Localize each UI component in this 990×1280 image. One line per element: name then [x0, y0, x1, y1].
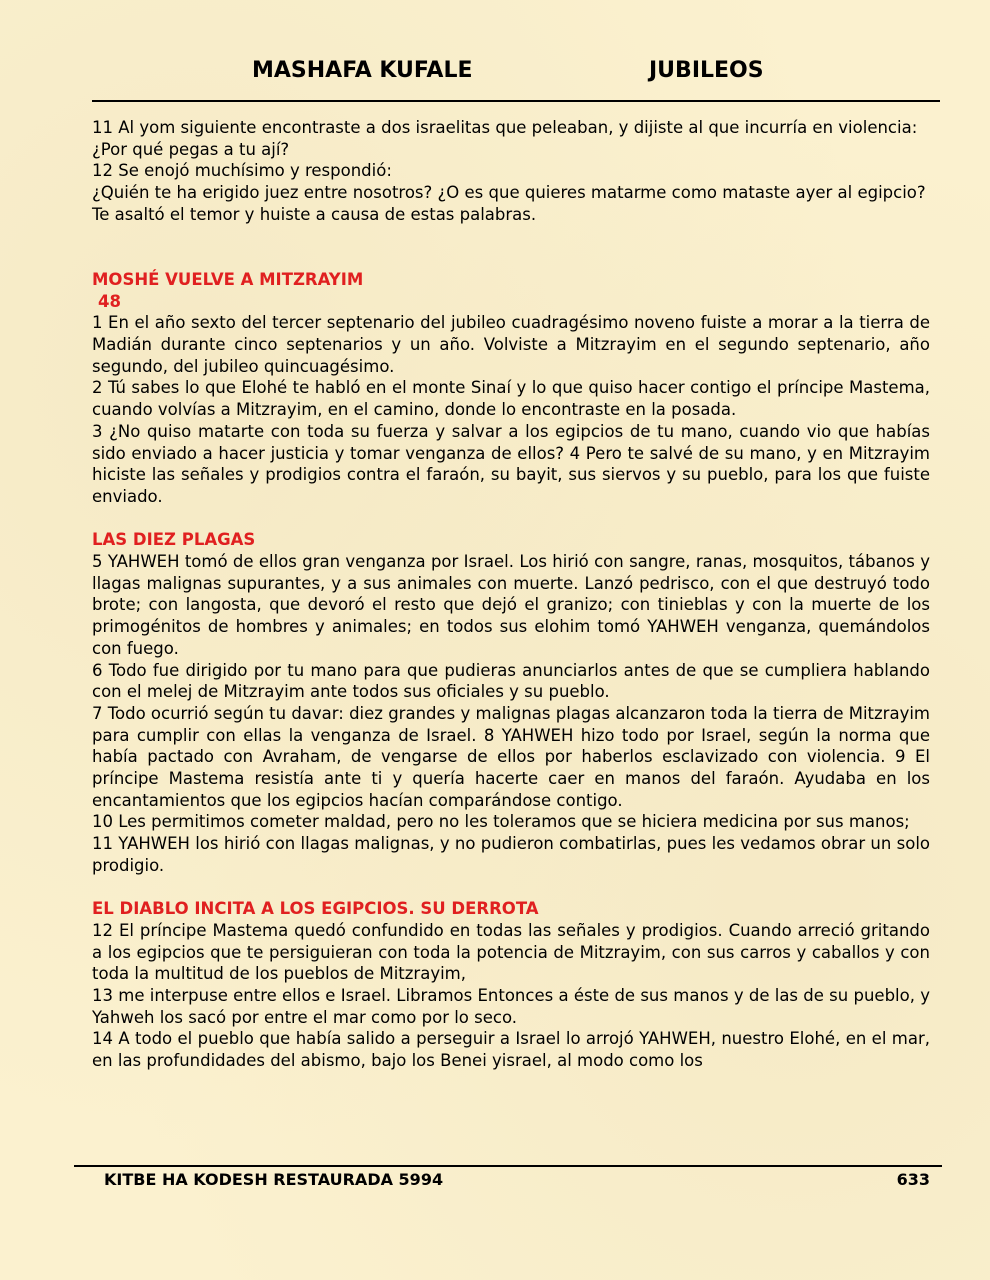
header-book-subtitle: JUBILEOS [649, 58, 764, 83]
paragraph: 6 Todo fue dirigido por tu mano para que pudieras anunciarlos antes de que se cumpliera hablando con el melej de Mitzrayim ante todos sus oficiales y su pueblo. [92, 660, 930, 702]
paragraph: 1 En el año sexto del tercer septenario del jubileo cuadragésimo noveno fuiste a morar a la tierra de Madián durante cinco septenarios y un año. Volviste a Mitzrayim en el segundo septenario, año segundo, del jubileo quincuagésimo. [92, 313, 930, 376]
footer-edition: KITBE HA KODESH RESTAURADA 5994 [104, 1170, 444, 1189]
spacer [92, 226, 930, 269]
section-heading: EL DIABLO INCITA A LOS EGIPCIOS. SU DERROTA [92, 899, 539, 919]
header-book-title: MASHAFA KUFALE [252, 58, 473, 83]
section-heading: MOSHÉ VUELVE A MITZRAYIM [92, 269, 364, 289]
paragraph: 7 Todo ocurrió según tu davar: diez grandes y malignas plagas alcanzaron toda la tierra de Mitzrayim para cumplir con ellas la venganza de Israel. 8 YAHWEH hizo todo por Israel, según la norma que había pactado con Avraham, de vengarse de ellos por haberlos esclavizado con violencia. 9 El príncipe Mastema resistía ante ti y quería hacerte caer en manos del faraón. Ayudaba en los encantamientos que los egipcios hacían comparándose contigo. [92, 703, 930, 810]
footer-rule [74, 1165, 942, 1167]
text-line: ¿Por qué pegas a tu ají? [92, 139, 290, 159]
text-line: Te asaltó el temor y huiste a causa de estas palabras. [92, 204, 537, 224]
paragraph: 14 A todo el pueblo que había salido a perseguir a Israel lo arrojó YAHWEH, nuestro Elohé, en el mar, en las profundidades del abismo, bajo los Benei yisrael, al modo como los [92, 1029, 930, 1071]
paragraph: 13 me interpuse entre ellos e Israel. Libramos Entonces a éste de sus manos y de las de su pueblo, y Yahweh los sacó por entre el mar como por lo seco. [92, 986, 930, 1027]
section-heading: LAS DIEZ PLAGAS [92, 530, 256, 550]
text-line: ¿Quién te ha erigido juez entre nosotros? ¿O es que quieres matarme como mataste ayer al egipcio? [92, 183, 926, 203]
paragraph: 2 Tú sabes lo que Elohé te habló en el monte Sinaí y lo que quiso hacer contigo el príncipe Mastema, cuando volvías a Mitzrayim, en el camino, donde lo encontraste en la posada. [92, 378, 930, 420]
spacer [92, 877, 930, 899]
page-header [92, 58, 940, 90]
page-number: 633 [896, 1170, 930, 1189]
page-content [92, 117, 930, 1072]
spacer [92, 508, 930, 530]
chapter-number: 48 [98, 291, 121, 311]
paragraph: 3 ¿No quiso matarte con toda su fuerza y salvar a los egipcios de tu mano, cuando vio que habías sido enviado a hacer justicia y tomar venganza de ellos? 4 Pero te salvé de su mano, y en Mitzrayim hiciste las señales y prodigios contra el faraón, su bayit, sus siervos y su pueblo, para los que fuiste enviado. [92, 421, 930, 506]
text-line: 12 Se enojó muchísimo y respondió: [92, 161, 392, 181]
paragraph: 5 YAHWEH tomó de ellos gran venganza por Israel. Los hirió con sangre, ranas, mosquitos, tábanos y llagas malignas supurantes, y a sus animales con muerte. Lanzó pedrisco, con el que destruyó todo brote; con langosta, que devoró el resto que dejó el granizo; con tinieblas y con la muerte de los primogénitos de hombres y animales; en todos sus elohim tomó YAHWEH venganza, quemándolos con fuego. [92, 552, 930, 658]
paragraph: 11 YAHWEH los hirió con llagas malignas, y no pudieron combatirlas, pues les vedamos obrar un solo prodigio. [92, 834, 930, 875]
page-footer [104, 1170, 930, 1194]
header-rule [92, 100, 940, 102]
text-line: 11 Al yom siguiente encontraste a dos israelitas que peleaban, y dijiste al que incurría en violencia: [92, 118, 918, 137]
paragraph: 12 El príncipe Mastema quedó confundido en todas las señales y prodigios. Cuando arreció gritando a los egipcios que te persiguieran con toda la potencia de Mitzrayim, con sus carros y caballos y con toda la multitud de los pueblos de Mitzrayim, [92, 920, 930, 984]
paragraph: 10 Les permitimos cometer maldad, pero no les toleramos que se hiciera medicina por sus manos; [92, 812, 910, 832]
